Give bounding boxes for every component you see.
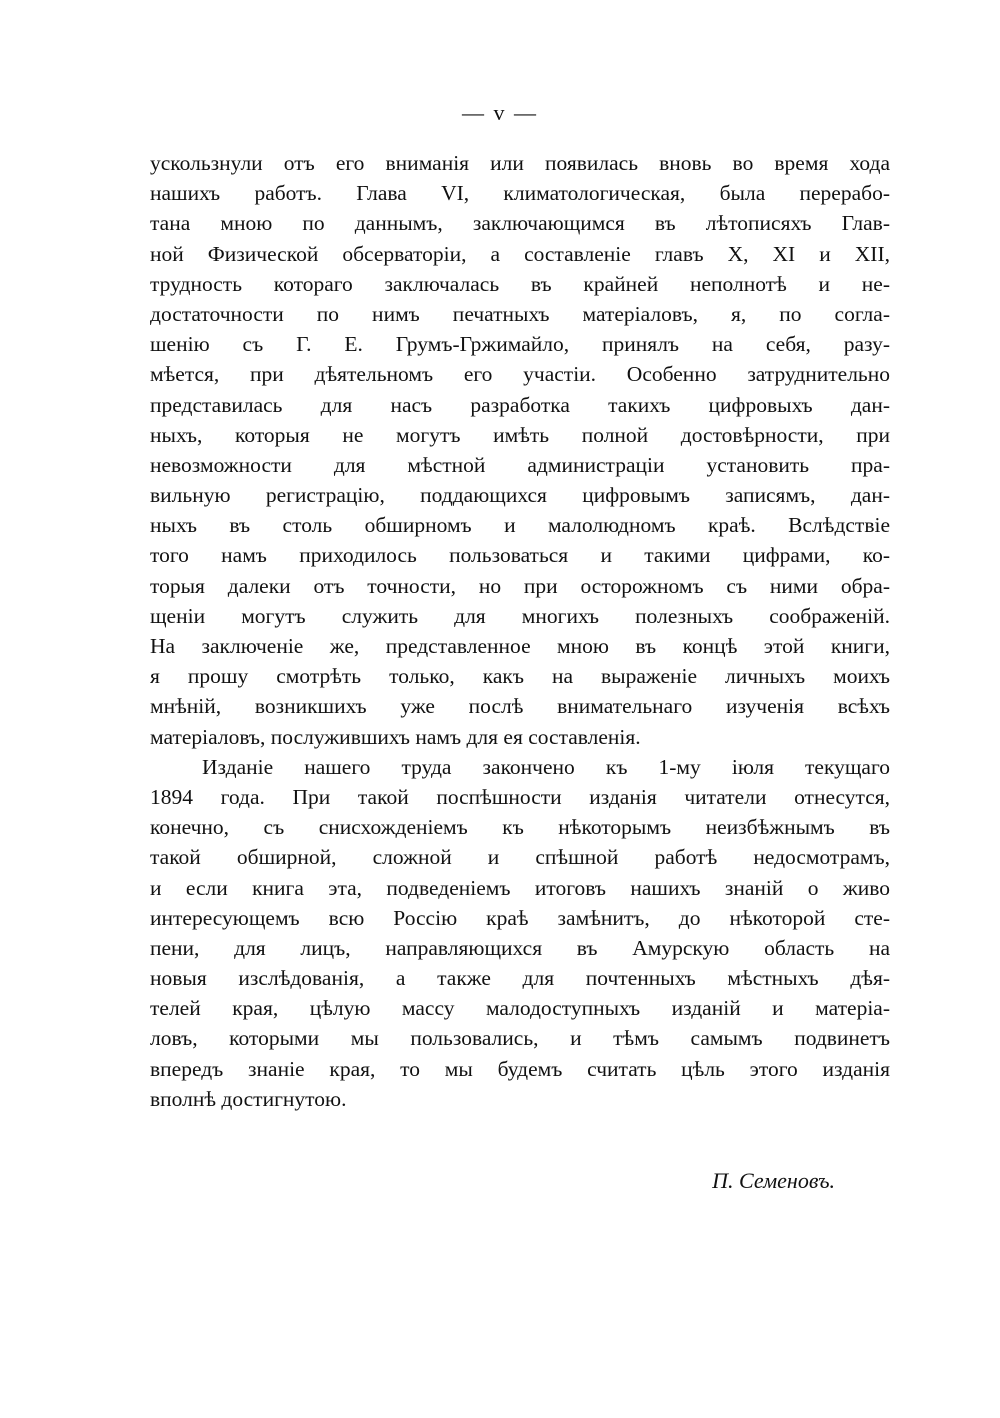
text-line: ускользнули отъ его вниманія или появилась вновь во время хода: [150, 151, 890, 175]
text-line: 1894 года. При такой поспѣшности изданія читатели отнесутся,: [150, 784, 890, 809]
text-line: На заключеніе же, представленное мною въ концѣ этой книги,: [150, 634, 890, 658]
text-line: ной Физической обсерваторіи, а составленіе главъ X, XI и XII,: [150, 241, 890, 266]
paragraph: [150, 148, 890, 752]
text-line: того намъ приходилось пользоваться и такими цифрами, ко-: [150, 543, 890, 568]
text-line: матеріаловъ, послужившихъ намъ для ея составленія.: [150, 724, 641, 749]
text-line: новыя изслѣдованія, а также для почтенныхъ мѣстныхъ дѣя-: [150, 966, 890, 991]
text-line: трудность котораго заключалась въ крайней неполнотѣ и не-: [150, 271, 890, 296]
text-line: вильную регистрацію, поддающихся цифровымъ записямъ, дан-: [150, 483, 890, 508]
text-line: впередъ знаніе края, то мы будемъ считать цѣль этого изданія: [150, 1056, 890, 1081]
text-line: конечно, съ снисхожденіемъ къ нѣкоторымъ неизбѣжнымъ въ: [150, 815, 890, 840]
text-line: мнѣній, возникшихъ уже послѣ внимательнаго изученія всѣхъ: [150, 694, 890, 719]
signature: П. Семеновъ.: [712, 1168, 835, 1193]
text-line: нашихъ работъ. Глава VI, климатологическая, была перерабо-: [150, 181, 890, 206]
body-text: [150, 148, 890, 1114]
text-line: телей края, цѣлую массу малодоступныхъ изданій и матеріа-: [150, 996, 890, 1021]
text-line: ловъ, которыми мы пользовались, и тѣмъ самымъ подвинетъ: [150, 1026, 890, 1051]
page-number: — v —: [462, 100, 538, 125]
text-line: интересующемъ всю Россію краѣ замѣнитъ, до нѣкоторой сте-: [150, 905, 890, 930]
text-line: я прошу смотрѣть только, какъ на выраженіе личныхъ моихъ: [150, 664, 890, 689]
text-line: невозможности для мѣстной администраціи установить пра-: [150, 452, 890, 477]
text-line: ныхъ, которыя не могутъ имѣть полной достовѣрности, при: [150, 422, 890, 447]
text-line: торыя далеки отъ точности, но при осторожномъ съ ними обра-: [150, 573, 890, 598]
text-line: Изданіе нашего труда закончено къ 1-му іюля текущаго: [202, 754, 890, 779]
text-line: представилась для насъ разработка такихъ цифровыхъ дан-: [150, 392, 890, 417]
text-line: пени, для лицъ, направляющихся въ Амурскую область на: [150, 935, 890, 960]
text-line: и если книга эта, подведеніемъ итоговъ нашихъ знаній о живо: [150, 875, 890, 900]
text-line: щеніи могутъ служить для многихъ полезныхъ соображеній.: [150, 603, 890, 628]
text-line: вполнѣ достигнутою.: [150, 1086, 347, 1111]
text-line: ныхъ въ столь обширномъ и малолюдномъ краѣ. Вслѣдствіе: [150, 513, 890, 538]
text-line: мѣется, при дѣятельномъ его участіи. Особенно затруднительно: [150, 362, 890, 387]
paragraph: [150, 752, 890, 1114]
text-line: такой обширной, сложной и спѣшной работѣ недосмотрамъ,: [150, 845, 890, 870]
text-line: достаточности по нимъ печатныхъ матеріаловъ, я, по согла-: [150, 301, 890, 326]
text-line: тана мною по даннымъ, заключающимся въ лѣтописяхъ Глав-: [150, 211, 890, 236]
text-line: шенію съ Г. Е. Грумъ-Гржимайло, принялъ на себя, разу-: [150, 332, 890, 357]
